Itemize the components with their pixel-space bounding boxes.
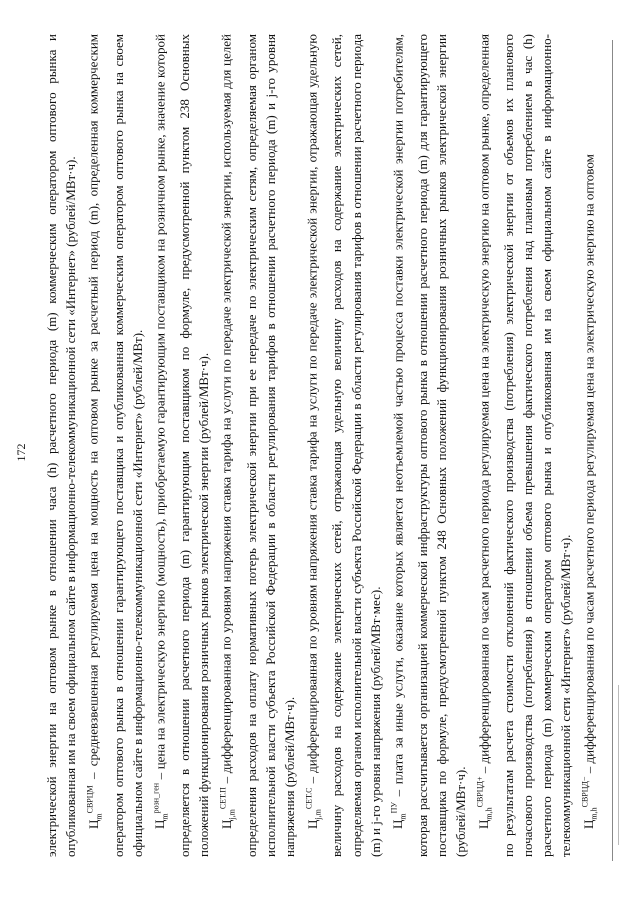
formula-symbol: [475, 776, 494, 830]
symbol-letter: Ц: [476, 819, 491, 829]
formula-symbol: [85, 785, 104, 829]
formula-symbol: [304, 787, 323, 830]
page-number: 172: [14, 443, 28, 462]
symbol-superscript: розн_ген: [151, 782, 161, 814]
formula-symbol: [580, 776, 599, 830]
paragraph-5: [385, 34, 471, 857]
symbol-superscript: СВРЦМ: [85, 785, 95, 814]
symbol-subscript: m: [160, 813, 170, 820]
symbol-subscript: j,m: [313, 809, 323, 820]
paragraph-3: [213, 34, 299, 857]
paragraph-4: [299, 34, 385, 857]
footer-rule: [612, 40, 613, 861]
symbol-superscript: СЕТ.П: [218, 787, 228, 810]
paragraph-7: [576, 34, 604, 857]
symbol-subscript: m: [398, 813, 408, 820]
paragraph-text: – плата за иные услуги, оказание которых является неотъемлемой частью процесса поставки электрической энергии потребителям, которая рассчитывается организацией коммерческой инфраструктуры оптового рынка в отношении расчетного периода (m) для гарантирующего поставщика по формуле, предусмотренной пунктом 248 Основных положений функционирования розничных рынков электрической энергии (рублей/МВт·ч).: [390, 34, 469, 857]
symbol-letter: Ц: [152, 819, 168, 829]
formula-symbol: [151, 782, 170, 829]
paragraph-text: – дифференцированная по уровням напряжения ставка тарифа на услуги по передаче электрической энергии, отражающая удельную величину расходов на содержание электрических сетей, отражающая удельную величину расходов на содержание электрических сетей, определяемая органом исполнительной власти субъекта Российской Федерации в области регулирования тарифов в отношении расчетного периода (m) и j-го уровня напряжения (рублей/МВт·мес).: [304, 34, 383, 857]
symbol-subscript: j,m: [227, 809, 237, 820]
symbol-superscript: ПУ: [389, 801, 399, 814]
formula-symbol: [389, 801, 408, 829]
paragraph-0: [42, 34, 80, 857]
formula-symbol: [218, 787, 237, 829]
document-body: [42, 34, 604, 857]
footer-rule-short: [618, 685, 619, 845]
paragraph-1: [80, 34, 147, 857]
paragraph-2: [147, 34, 214, 857]
symbol-subscript: m,h: [589, 807, 599, 820]
symbol-letter: Ц: [304, 819, 320, 829]
symbol-superscript: СВРЦД+: [475, 776, 485, 808]
paragraph-text: – дифференцированная по часам расчетного периода регулируемая цена на электрическую энергию на оптовом рынке, определенная по результатам расчета стоимости отклонений фактического производства (потребления) электрической энергии от объемов их планового почасового производства (потребления) в отношении объема превышения фактического потребления над плановым потреблением в час (h) расчетного периода (m) коммерческим оператором оптового рынка и опубликованная им на своем официальном сайте в информационно-телекоммуникационной сети «Интернет» (рублей/МВт·ч).: [476, 34, 574, 857]
paragraph-text: – средневзвешенная регулируемая цена на мощность на оптовом рынке за расчетный период (m), определенная коммерческим оператором оптового рынка в отношении гарантирующего поставщика и опубликованная коммерческим оператором оптового рынка на своем официальном сайте в информационно-телекоммуникационной сети «Интернет» (рублей/МВт).: [85, 34, 145, 857]
symbol-superscript: СЕТ.С: [304, 787, 314, 810]
paragraph-text: электрической энергии на оптовом рынке в отношении часа (h) расчетного периода (m) коммерческим оператором оптового рынка и опубликованная им на своем официальном сайте в информационно-телекоммуникационной сети «Интернет» (рублей/МВт·ч).: [44, 34, 79, 857]
paragraph-text: – дифференцированная по уровням напряжения ставка тарифа на услуги по передаче электрической энергии, используемая для целей определения расходов на оплату нормативных потерь электрической энергии при ее передаче по электрическим сетям, определяемая органом исполнительной власти субъекта Российской Федерации в области регулирования тарифов в отношении расчетного периода (m) и j-го уровня напряжения (рублей/МВт·ч).: [218, 34, 297, 857]
symbol-superscript: СВРЦД−: [580, 776, 590, 808]
paragraph-text: – цена на электрическую энергию (мощность), приобретаемую гарантирующим поставщиком на розничном рынке, значение которой определяется в отношении расчетного периода (m) гарантирующим поставщиком по формуле, предусмотренной пунктом 238 Основных положений функционирования розничных рынков электрической энергии (рублей/МВт·ч).: [152, 34, 212, 857]
paragraph-6: [471, 34, 576, 857]
symbol-letter: Ц: [580, 819, 596, 829]
symbol-letter: Ц: [218, 819, 234, 829]
symbol-letter: Ц: [85, 819, 101, 829]
paragraph-text: – дифференцированная по часам расчетного периода регулируемая цена на электрическую энергию на оптовом: [580, 154, 596, 777]
symbol-letter: Ц: [390, 819, 406, 829]
symbol-subscript: m: [94, 813, 104, 820]
symbol-subscript: m,h: [484, 807, 494, 820]
